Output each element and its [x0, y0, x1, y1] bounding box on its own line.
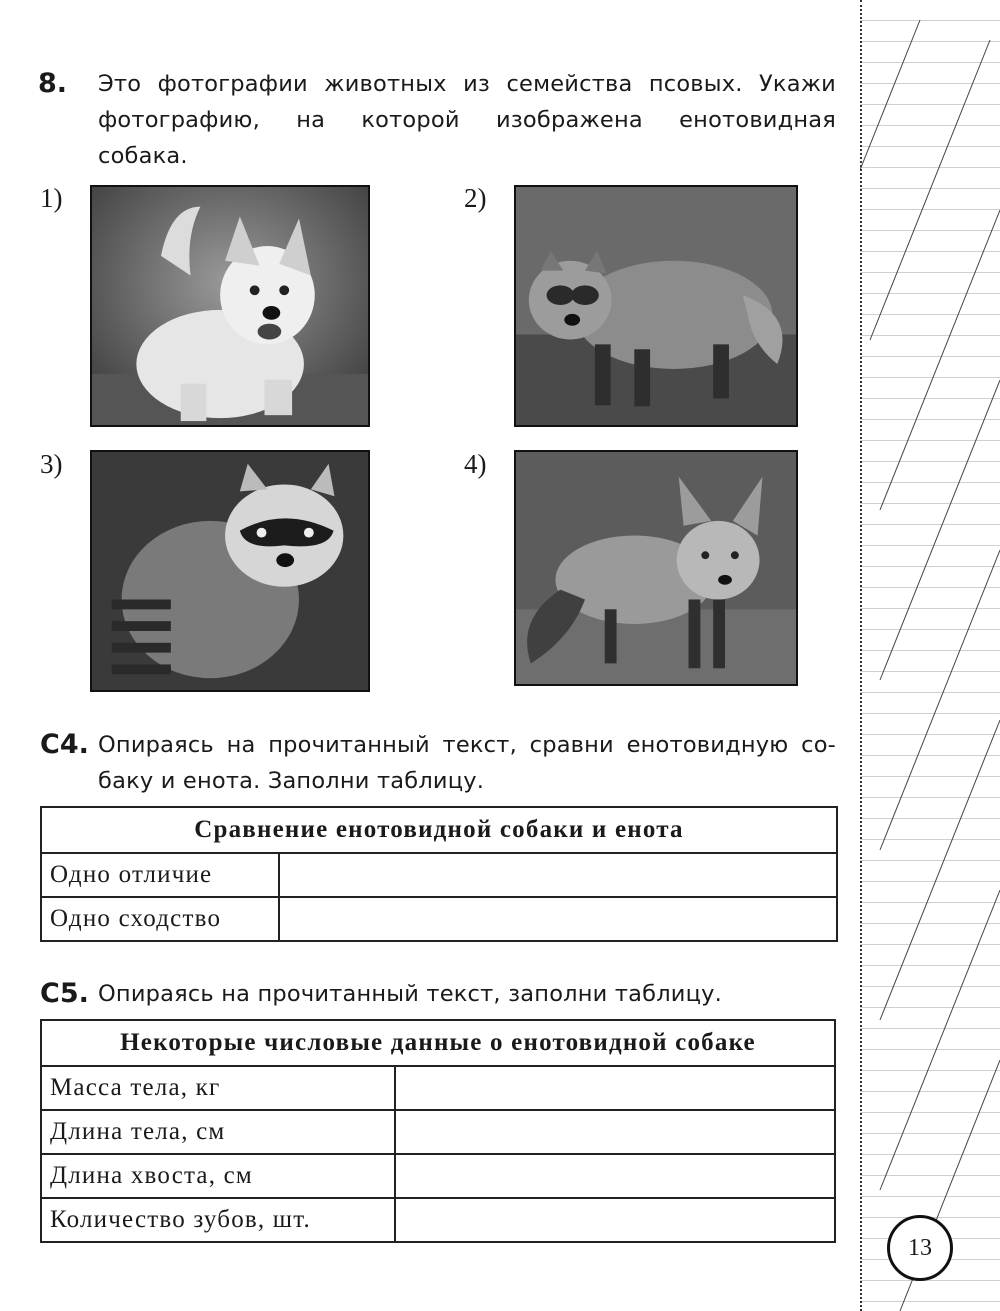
table-row	[41, 853, 837, 897]
table-row	[41, 1066, 835, 1110]
task-c4-line-2: баку и енота. Заполни таблицу.	[98, 768, 485, 794]
question-8-number: 8.	[38, 68, 68, 99]
table-row	[41, 1154, 835, 1198]
task-c4-number: С4.	[40, 729, 89, 760]
question-8-line-2: фотографию, на которой изображена енотовидная	[98, 107, 836, 133]
raccoon-photo[interactable]	[90, 450, 370, 692]
row-label: Длина тела, см	[41, 1110, 395, 1154]
question-8-text	[98, 66, 836, 174]
option-3-label: 3)	[40, 449, 63, 479]
question-8-line-3: собака.	[98, 143, 188, 169]
numeric-data-table	[40, 1019, 836, 1243]
comparison-table-header: Сравнение енотовидной собаки и енота	[41, 807, 837, 853]
numeric-data-table-header: Некоторые числовые данные о енотовидной собаке	[41, 1020, 835, 1066]
teeth-count-answer-cell[interactable]	[395, 1198, 835, 1242]
notes-margin	[860, 0, 1000, 1311]
row-label: Одно отличие	[41, 853, 279, 897]
task-c4-line-1: Опираясь на прочитанный текст, сравни енотовидную со-	[98, 732, 836, 758]
task-c5-number: С5.	[40, 978, 89, 1009]
fox-photo[interactable]	[514, 450, 798, 686]
page-number: 13	[887, 1215, 953, 1281]
table-row	[41, 1198, 835, 1242]
option-2-label: 2)	[464, 183, 487, 213]
task-c5-text: Опираясь на прочитанный текст, заполни таблицу.	[98, 981, 722, 1007]
margin-diagonal-guides	[860, 0, 1000, 1311]
table-row	[41, 897, 837, 941]
row-label: Одно сходство	[41, 897, 279, 941]
similarity-answer-cell[interactable]	[279, 897, 837, 941]
row-label: Масса тела, кг	[41, 1066, 395, 1110]
tail-length-answer-cell[interactable]	[395, 1154, 835, 1198]
comparison-table	[40, 806, 838, 942]
dog-photo[interactable]	[90, 185, 370, 427]
row-label: Количество зубов, шт.	[41, 1198, 395, 1242]
task-c4-text	[98, 727, 836, 799]
table-row	[41, 1110, 835, 1154]
raccoon-dog-photo[interactable]	[514, 185, 798, 427]
body-mass-answer-cell[interactable]	[395, 1066, 835, 1110]
option-1-label: 1)	[40, 183, 63, 213]
difference-answer-cell[interactable]	[279, 853, 837, 897]
body-length-answer-cell[interactable]	[395, 1110, 835, 1154]
question-8-line-1: Это фотографии животных из семейства псовых. Укажи	[98, 71, 836, 97]
row-label: Длина хвоста, см	[41, 1154, 395, 1198]
option-4-label: 4)	[464, 449, 487, 479]
